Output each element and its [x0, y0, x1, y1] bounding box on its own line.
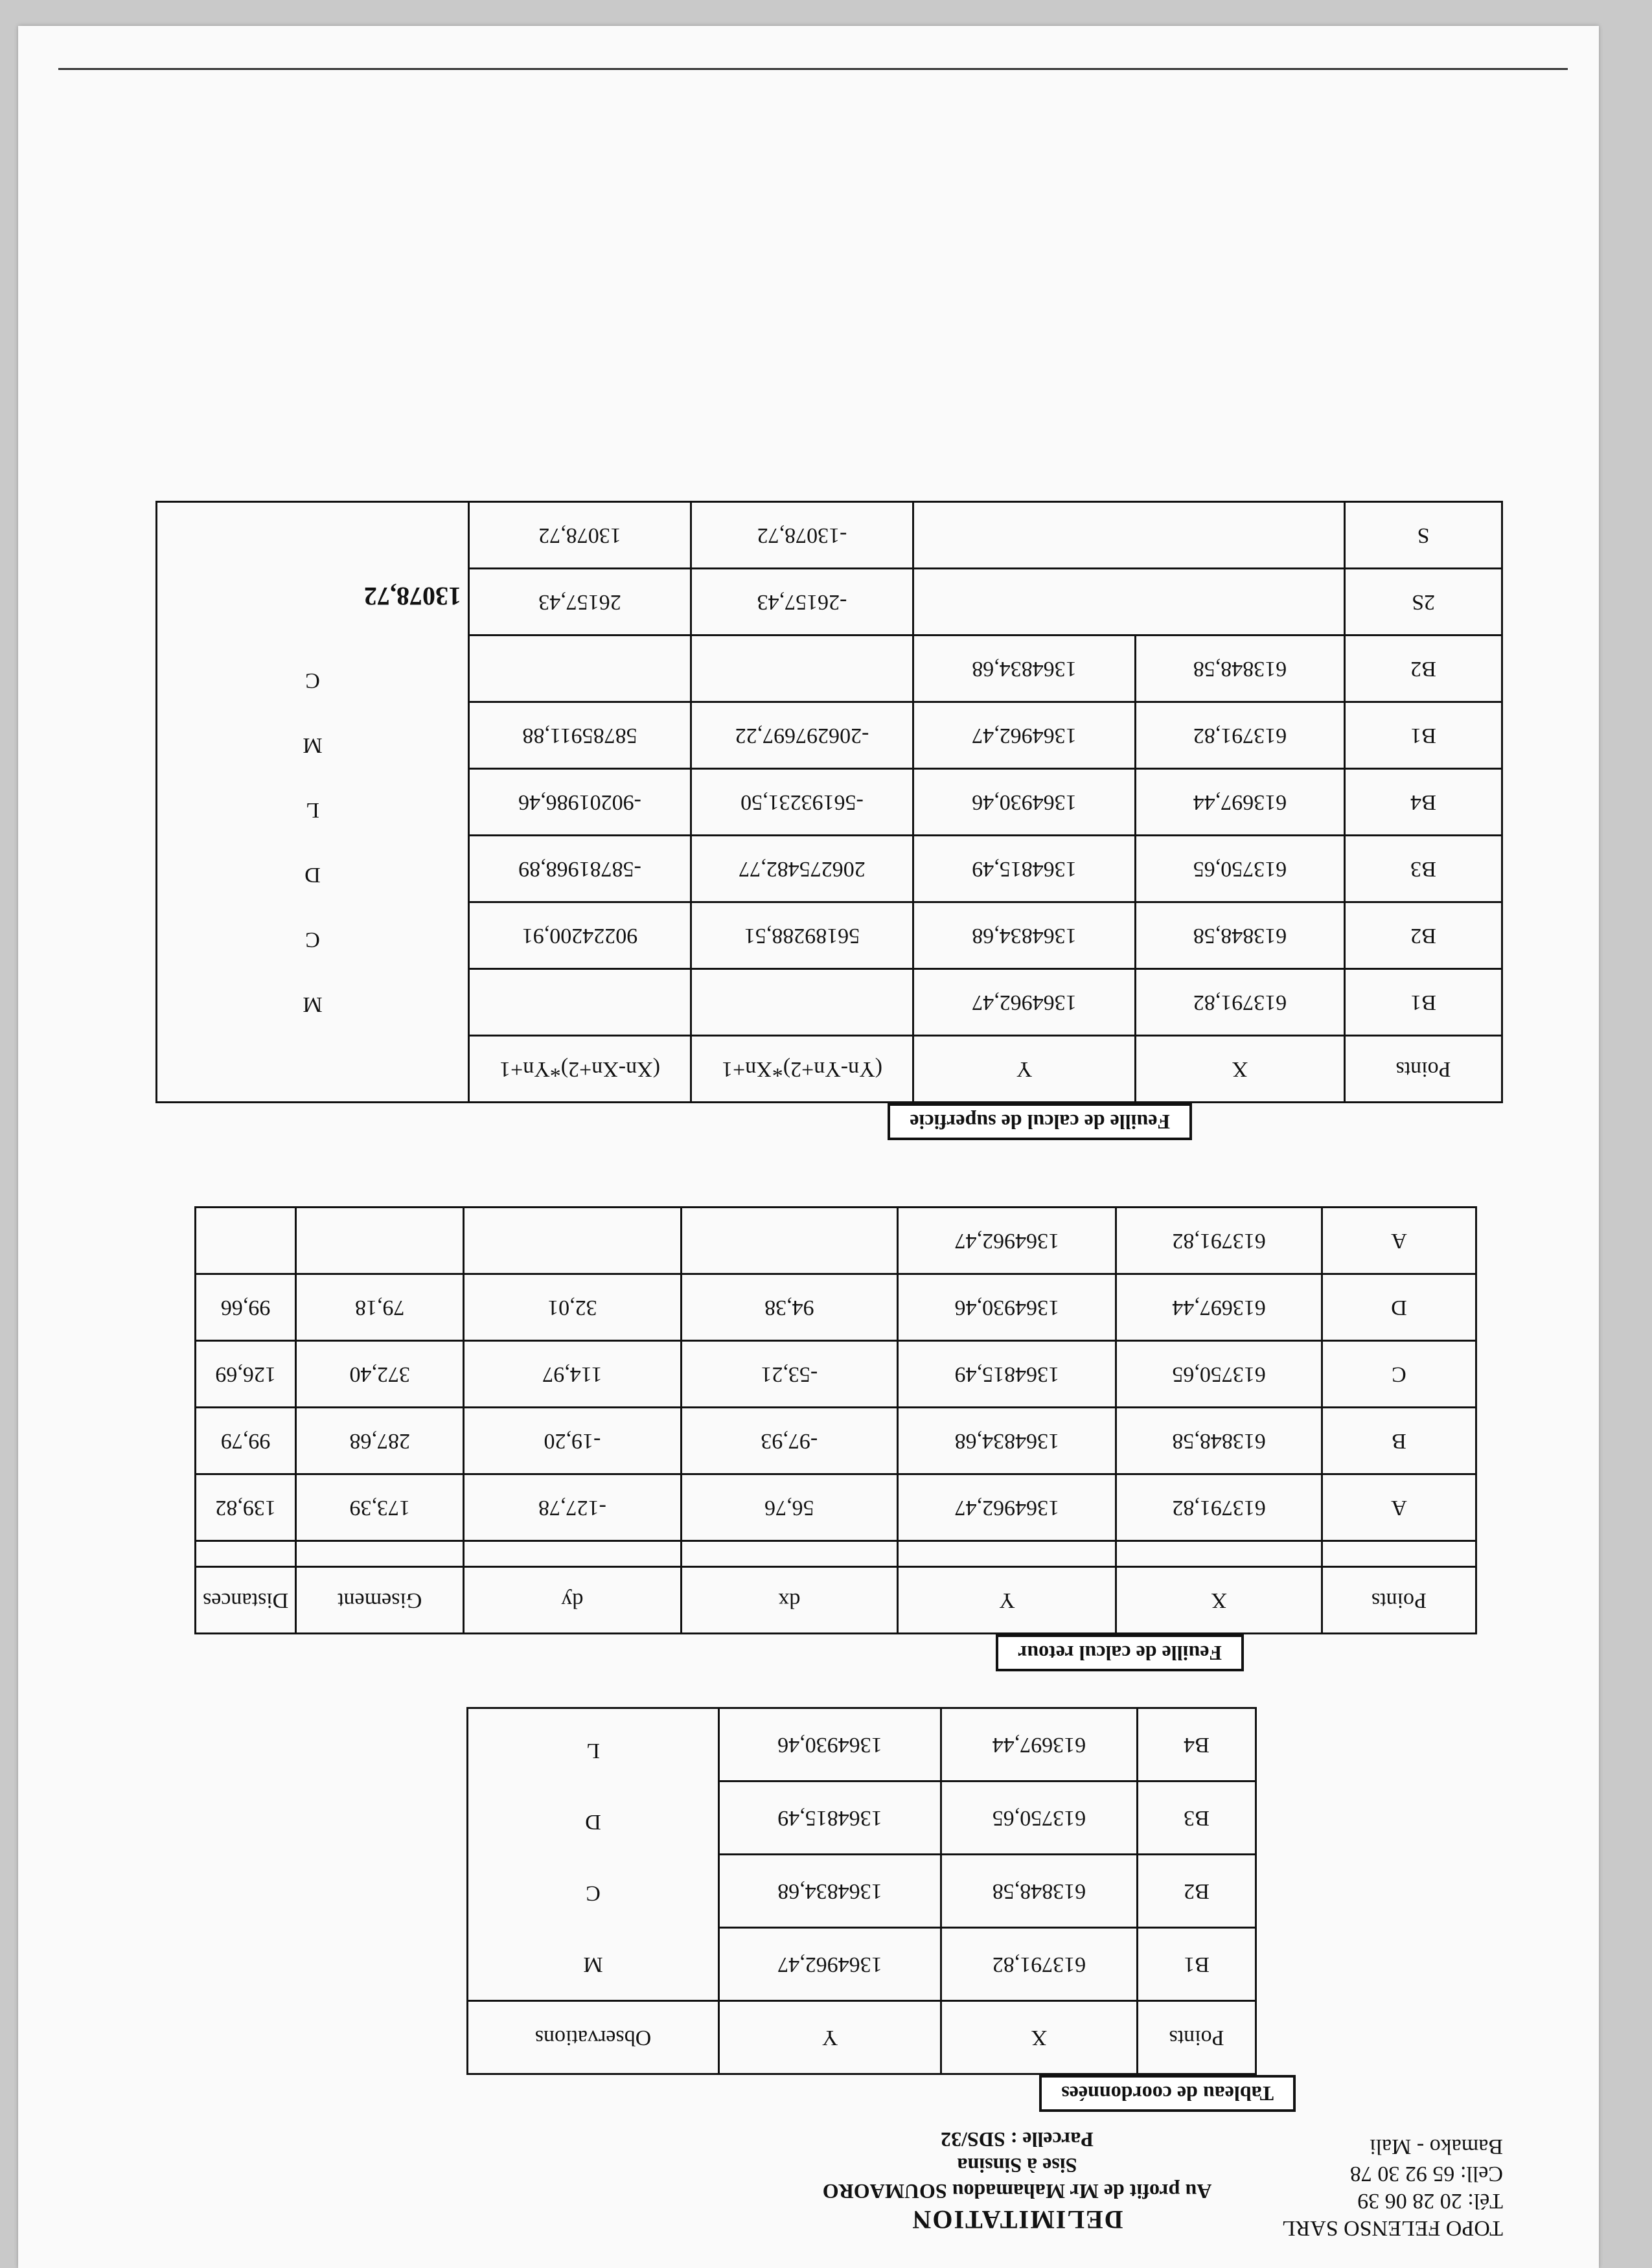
- cell: 1364962,47: [719, 1928, 941, 2001]
- col-header: (Xn-Xn+2)*Yn+1: [469, 1036, 691, 1103]
- cell: 1364815,49: [719, 1781, 941, 1855]
- cell: B1: [1345, 702, 1502, 769]
- side-letter: M: [303, 733, 323, 757]
- col-header: Y: [913, 1036, 1136, 1103]
- cell: 1364930,46: [719, 1708, 941, 1781]
- side-letter: L: [306, 798, 319, 822]
- cell: 13078,72: [469, 502, 691, 569]
- cell: 613848,58: [941, 1855, 1138, 1928]
- cell: B4: [1138, 1708, 1256, 1781]
- cell: 1364962,47: [913, 702, 1136, 769]
- col-header: Points: [1345, 1036, 1502, 1103]
- cell: B: [1322, 1408, 1476, 1474]
- cell: 613791,82: [1136, 702, 1345, 769]
- cell: 126,69: [196, 1341, 296, 1408]
- cell: 56189288,51: [691, 902, 913, 969]
- obs-letter: L: [586, 1739, 600, 1763]
- cell: S: [1345, 502, 1502, 569]
- cell: 1364962,47: [913, 969, 1136, 1036]
- cell: [691, 636, 913, 702]
- cell: 613791,82: [1136, 969, 1345, 1036]
- cell: [469, 636, 691, 702]
- cell: 1364834,68: [898, 1408, 1116, 1474]
- side-letter: M: [303, 992, 323, 1016]
- cell: -56193231,50: [691, 769, 913, 836]
- company-block: [1282, 2133, 1503, 2241]
- cell: 1364930,46: [898, 1274, 1116, 1341]
- cell: 613697,44: [941, 1708, 1138, 1781]
- cell: 1364930,46: [913, 769, 1136, 836]
- side-letter: D: [304, 863, 321, 887]
- col-header: Y: [898, 1567, 1116, 1634]
- cell: [913, 569, 1345, 636]
- table-row: [196, 1341, 1476, 1408]
- cell: B3: [1138, 1781, 1256, 1855]
- cell: [296, 1208, 464, 1274]
- cell: C: [1322, 1341, 1476, 1408]
- table-row: [196, 1474, 1476, 1541]
- surface-result: 13078,72: [364, 582, 461, 611]
- cell: 613750,65: [1116, 1341, 1322, 1408]
- cell: [681, 1208, 898, 1274]
- company-cell: Cell: 65 92 30 78: [1349, 2162, 1503, 2186]
- cell: -53,21: [681, 1341, 898, 1408]
- col-header: Observations: [468, 2001, 719, 2074]
- surface-section: [143, 501, 1503, 1140]
- cell: B4: [1345, 769, 1502, 836]
- delimitation-document: [130, 453, 1503, 2241]
- cell: 613791,82: [1116, 1474, 1322, 1541]
- cell: 1364834,68: [913, 902, 1136, 969]
- coords-section: [466, 1707, 1309, 2112]
- cell: B1: [1345, 969, 1502, 1036]
- cell: 613750,65: [941, 1781, 1138, 1855]
- col-header: Points: [1138, 2001, 1256, 2074]
- col-header: dx: [681, 1567, 898, 1634]
- table-row: [196, 1408, 1476, 1474]
- coords-caption: Tableau de coordonnées: [1039, 2075, 1296, 2112]
- cell: -206297697,22: [691, 702, 913, 769]
- cell: 56,76: [681, 1474, 898, 1541]
- coords-table: [466, 1707, 1257, 2075]
- cell: [913, 502, 1345, 569]
- cell: 1364815,49: [913, 836, 1136, 902]
- cell: -58781968,89: [469, 836, 691, 902]
- cell: 1364962,47: [898, 1474, 1116, 1541]
- top-rule: [58, 68, 1568, 70]
- col-header: X: [1116, 1567, 1322, 1634]
- cell: B2: [1345, 902, 1502, 969]
- cell: 613791,82: [1116, 1208, 1322, 1274]
- cell: 613750,65: [1136, 836, 1345, 902]
- table-row: [196, 1541, 1476, 1567]
- cell: 26157,43: [469, 569, 691, 636]
- cell: B3: [1345, 836, 1502, 902]
- cell: -13078,72: [691, 502, 913, 569]
- retour-table: [194, 1206, 1477, 1634]
- side-letters-cell: [157, 502, 469, 1103]
- cell: 173,39: [296, 1474, 464, 1541]
- cell: [691, 969, 913, 1036]
- surface-table: [155, 501, 1503, 1103]
- obs-letter: C: [586, 1881, 601, 1905]
- company-name: TOPO FELENSO SARL: [1281, 2216, 1503, 2240]
- cell: 99,79: [196, 1408, 296, 1474]
- col-header: Gisement: [296, 1567, 464, 1634]
- cell: 1364834,68: [719, 1855, 941, 1928]
- location: Sise à Sinsina: [957, 2154, 1077, 2177]
- side-letter: C: [305, 669, 320, 693]
- col-header: X: [1136, 1036, 1345, 1103]
- cell: -97,93: [681, 1408, 898, 1474]
- cell: 32,01: [464, 1274, 681, 1341]
- cell: B2: [1345, 636, 1502, 702]
- col-header: (Yn-Yn+2)*Xn+1: [691, 1036, 913, 1103]
- side-letter: C: [305, 928, 320, 952]
- doc-title: DELIMITATION: [911, 2205, 1123, 2234]
- cell: 94,38: [681, 1274, 898, 1341]
- cell: D: [1322, 1274, 1476, 1341]
- cell: -90201986,46: [469, 769, 691, 836]
- cell: -19,20: [464, 1408, 681, 1474]
- col-header: Distances: [196, 1567, 296, 1634]
- col-header: Y: [719, 2001, 941, 2074]
- col-header: dy: [464, 1567, 681, 1634]
- retour-caption: Feuille de calcul retour: [996, 1634, 1244, 1671]
- cell: 613848,58: [1136, 902, 1345, 969]
- cell: B2: [1138, 1855, 1256, 1928]
- obs-letter: M: [583, 1953, 603, 1976]
- obs-letter: D: [585, 1810, 601, 1834]
- cell: 114,97: [464, 1341, 681, 1408]
- cell: 613848,58: [1136, 636, 1345, 702]
- cell: 58785911,88: [469, 702, 691, 769]
- parcel-ref: Parcelle : SDS/32: [941, 2128, 1094, 2151]
- cell: 206275482,77: [691, 836, 913, 902]
- cell: -127,78: [464, 1474, 681, 1541]
- cell: 613697,44: [1136, 769, 1345, 836]
- cell: 2S: [1345, 569, 1502, 636]
- observations-cell: [468, 1708, 719, 2001]
- cell: -26157,43: [691, 569, 913, 636]
- cell: 99,66: [196, 1274, 296, 1341]
- cell: 1364962,47: [898, 1208, 1116, 1274]
- cell: [196, 1208, 296, 1274]
- table-row: [196, 1274, 1476, 1341]
- cell: A: [1322, 1208, 1476, 1274]
- table-row: [196, 1208, 1476, 1274]
- cell: 287,68: [296, 1408, 464, 1474]
- cell: 90224200,91: [469, 902, 691, 969]
- company-city: Bamako - Mali: [1370, 2135, 1503, 2159]
- cell: 1364834,68: [913, 636, 1136, 702]
- cell: B1: [1138, 1928, 1256, 2001]
- cell: [469, 969, 691, 1036]
- cell: 79,18: [296, 1274, 464, 1341]
- cell: 613791,82: [941, 1928, 1138, 2001]
- cell: 1364815,49: [898, 1341, 1116, 1408]
- cell: 139,82: [196, 1474, 296, 1541]
- cell: 613697,44: [1116, 1274, 1322, 1341]
- col-header: Points: [1322, 1567, 1476, 1634]
- cell: 613848,58: [1116, 1408, 1322, 1474]
- cell: A: [1322, 1474, 1476, 1541]
- company-tel: Tél: 20 28 06 39: [1357, 2189, 1503, 2213]
- cell: [464, 1208, 681, 1274]
- title-block: [726, 2127, 1309, 2235]
- surface-caption: Feuille de calcul de superficie: [888, 1103, 1192, 1140]
- col-header: X: [941, 2001, 1138, 2074]
- cell: 372,40: [296, 1341, 464, 1408]
- beneficiary: Au profit de Mr Mahamadou SOUMAORO: [822, 2180, 1212, 2203]
- retour-section: [181, 1206, 1477, 1671]
- table-row: [468, 1928, 1256, 2001]
